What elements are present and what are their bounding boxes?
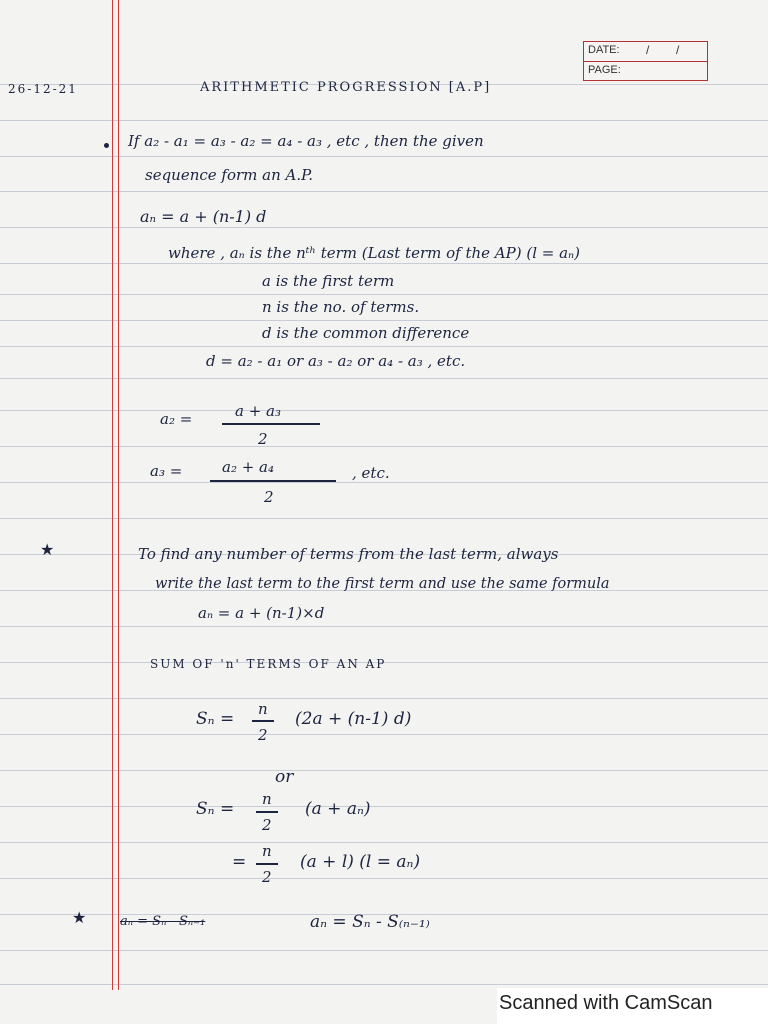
rule-line bbox=[0, 806, 768, 807]
struck-formula: aₙ = Sₙ - Sₙ₋₁ bbox=[120, 914, 206, 929]
a2-lhs: a₂ = bbox=[160, 410, 193, 428]
or-label: or bbox=[275, 767, 294, 787]
rule-line bbox=[0, 227, 768, 228]
rule-line bbox=[0, 626, 768, 627]
fraction-bar bbox=[256, 811, 278, 813]
fraction-bar bbox=[210, 480, 336, 482]
last-term-formula: aₙ = a + (n-1)×d bbox=[198, 604, 325, 622]
ap-condition-line: If a₂ - a₁ = a₃ - a₂ = a₄ - a₃ , etc , then the given bbox=[128, 132, 484, 150]
page-row bbox=[584, 62, 707, 81]
rule-line bbox=[0, 734, 768, 735]
fraction-bar bbox=[252, 720, 274, 722]
rule-line bbox=[0, 294, 768, 295]
note-date: 26-12-21 bbox=[8, 82, 78, 96]
rule-line bbox=[0, 378, 768, 379]
margin-line-left bbox=[112, 0, 113, 990]
last-term-note-2: write the last term to the first term and use the same formula bbox=[155, 576, 610, 592]
sn-numerator: n bbox=[258, 700, 268, 718]
ap-condition-line-2: sequence form an A.P. bbox=[145, 166, 313, 184]
a2-numerator: a + a₃ bbox=[235, 402, 282, 420]
rule-line bbox=[0, 346, 768, 347]
where-a: a is the first term bbox=[262, 272, 395, 290]
page-title: ARITHMETIC PROGRESSION [A.P] bbox=[200, 80, 492, 95]
sn3-formula-rhs: (a + l) (l = aₙ) bbox=[300, 852, 421, 872]
bullet-dot bbox=[104, 143, 109, 148]
page-label: PAGE: bbox=[588, 64, 621, 76]
rule-line bbox=[0, 156, 768, 157]
date-slash: / bbox=[676, 43, 680, 57]
nth-term-formula: aₙ = a + (n-1) d bbox=[140, 207, 267, 226]
an-from-sn-formula: aₙ = Sₙ - S₍ₙ₋₁₎ bbox=[310, 912, 430, 932]
where-n: n is the no. of terms. bbox=[262, 298, 420, 316]
margin-line-right bbox=[118, 0, 119, 990]
last-term-note: To find any number of terms from the last term, always bbox=[138, 545, 559, 563]
star-icon: ★ bbox=[40, 540, 55, 559]
rule-line bbox=[0, 191, 768, 192]
date-label: DATE: bbox=[588, 44, 620, 56]
rule-line bbox=[0, 410, 768, 411]
rule-line bbox=[0, 120, 768, 121]
sn-lhs: Sₙ = bbox=[196, 709, 235, 729]
rule-line bbox=[0, 950, 768, 951]
sn2-lhs: Sₙ = bbox=[196, 799, 235, 819]
rule-line bbox=[0, 482, 768, 483]
etc-label: , etc. bbox=[352, 464, 390, 482]
date-row bbox=[584, 42, 707, 62]
where-d: d is the common difference bbox=[262, 324, 470, 342]
date-page-box bbox=[583, 41, 708, 81]
sn2-numerator: n bbox=[262, 790, 272, 808]
rule-line bbox=[0, 842, 768, 843]
rule-line bbox=[0, 878, 768, 879]
rule-line bbox=[0, 698, 768, 699]
rule-line bbox=[0, 518, 768, 519]
rule-line bbox=[0, 320, 768, 321]
rule-line bbox=[0, 984, 768, 985]
a2-denominator: 2 bbox=[258, 430, 268, 448]
scanner-watermark: Scanned with CamScan bbox=[497, 988, 768, 1024]
a3-denominator: 2 bbox=[264, 488, 274, 506]
rule-line bbox=[0, 263, 768, 264]
sn2-formula-rhs: (a + aₙ) bbox=[305, 799, 371, 819]
fraction-bar bbox=[222, 423, 320, 425]
a3-numerator: a₂ + a₄ bbox=[222, 458, 275, 476]
common-difference-formula: d = a₂ - a₁ or a₃ - a₂ or a₄ - a₃ , etc. bbox=[206, 352, 466, 370]
sn2-denominator: 2 bbox=[262, 816, 272, 834]
a3-lhs: a₃ = bbox=[150, 462, 183, 480]
sn-denominator: 2 bbox=[258, 726, 268, 744]
sn3-denominator: 2 bbox=[262, 868, 272, 886]
sn3-lhs: = bbox=[232, 852, 247, 872]
rule-line bbox=[0, 446, 768, 447]
fraction-bar bbox=[256, 863, 278, 865]
date-slash: / bbox=[646, 43, 650, 57]
sn3-numerator: n bbox=[262, 842, 272, 860]
rule-line bbox=[0, 770, 768, 771]
star-icon: ★ bbox=[72, 908, 87, 927]
sum-heading: SUM OF 'n' TERMS OF AN AP bbox=[150, 657, 387, 671]
sn-formula-rhs: (2a + (n-1) d) bbox=[295, 709, 412, 729]
where-line: where , aₙ is the nᵗʰ term (Last term of the AP) (l = aₙ) bbox=[168, 244, 580, 262]
